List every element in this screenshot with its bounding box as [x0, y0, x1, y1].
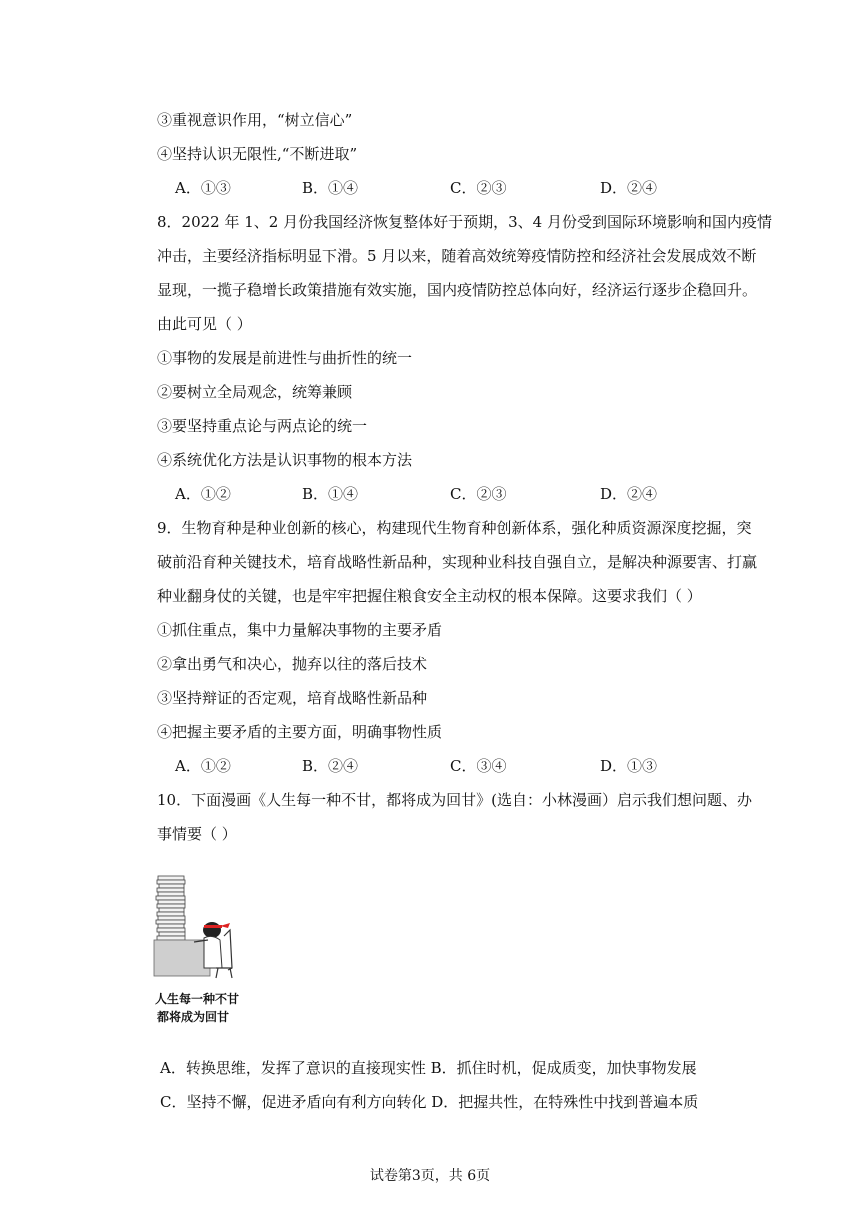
q9-option-a: A．①② — [175, 757, 231, 775]
q8-statement-3: ③要坚持重点论与两点论的统一 — [157, 417, 368, 435]
q10-options-cd: C．坚持不懈，促进矛盾向有利方向转化 D．把握共性，在特殊性中找到普遍本质 — [160, 1093, 699, 1111]
q8-option-d: D．②④ — [600, 485, 658, 503]
q7-options — [175, 178, 795, 198]
q8-option-b: B．①④ — [302, 485, 359, 503]
q8-stem-line-1: 8．2022 年 1、2 月份我国经济恢复整体好于预期，3、4 月份受到国际环境影响和国内疫情 — [157, 213, 772, 231]
q8-option-c: C．②③ — [450, 485, 507, 503]
q8-statement-4: ④系统优化方法是认识事物的根本方法 — [157, 451, 413, 469]
q8-stem-line-3: 显现，一揽子稳增长政策措施有效实施，国内疫情防控总体向好，经济运行逐步企稳回升。 — [157, 281, 758, 299]
comic-caption-line-1: 人生每一种不甘 — [155, 992, 240, 1006]
q8-statement-1: ①事物的发展是前进性与曲折性的统一 — [157, 349, 413, 367]
q9-statement-3: ③坚持辩证的否定观，培育战略性新品种 — [157, 689, 428, 707]
q8-stem-line-4: 由此可见（ ） — [157, 315, 252, 333]
q8-options — [175, 484, 795, 504]
q9-option-b: B．②④ — [302, 757, 359, 775]
q9-statement-1: ①抓住重点，集中力量解决事物的主要矛盾 — [157, 621, 443, 639]
q7-option-a: A．①③ — [175, 179, 231, 197]
comic-caption-line-2: 都将成为回甘 — [157, 1010, 230, 1024]
q10-stem-line-1: 10．下面漫画《人生每一种不甘，都将成为回甘》(选自：小林漫画）启示我们想问题、办 — [157, 791, 752, 809]
q9-statement-2: ②拿出勇气和决心，抛弃以往的落后技术 — [157, 655, 428, 673]
page-footer: 试卷第3页，共 6页 — [369, 1168, 491, 1184]
q10-options-ab: A．转换思维，发挥了意识的直接现实性 B．抓住时机，促成质变，加快事物发展 — [160, 1059, 697, 1077]
comic-illustration — [150, 868, 250, 1028]
q7-option-c: C．②③ — [450, 179, 507, 197]
q9-options — [175, 756, 795, 776]
q8-statement-2: ②要树立全局观念，统筹兼顾 — [157, 383, 353, 401]
q8-option-a: A．①② — [175, 485, 231, 503]
q7-statement-3: ③重视意识作用，“树立信心” — [157, 111, 353, 129]
q10-stem-line-2: 事情要（ ） — [157, 825, 237, 843]
q9-option-d: D．①③ — [600, 757, 658, 775]
q7-option-d: D．②④ — [600, 179, 658, 197]
q7-option-b: B．①④ — [302, 179, 359, 197]
q9-option-c: C．③④ — [450, 757, 507, 775]
q9-stem-line-1: 9．生物育种是种业创新的核心，构建现代生物育种创新体系，强化种质资源深度挖掘，突 — [157, 519, 752, 537]
q8-stem-line-2: 冲击，主要经济指标明显下滑。5 月以来，随着高效统筹疫情防控和经济社会发展成效不断 — [157, 247, 757, 265]
q9-stem-line-3: 种业翻身仗的关键，也是牢牢把握住粮食安全主动权的根本保障。这要求我们（ ） — [157, 587, 702, 605]
q9-stem-line-2: 破前沿育种关键技术，培育战略性新品种，实现种业科技自强自立，是解决种源要害、打赢 — [157, 553, 758, 571]
q9-statement-4: ④把握主要矛盾的主要方面，明确事物性质 — [157, 723, 443, 741]
q7-statement-4: ④坚持认识无限性,“不断进取” — [157, 145, 358, 163]
